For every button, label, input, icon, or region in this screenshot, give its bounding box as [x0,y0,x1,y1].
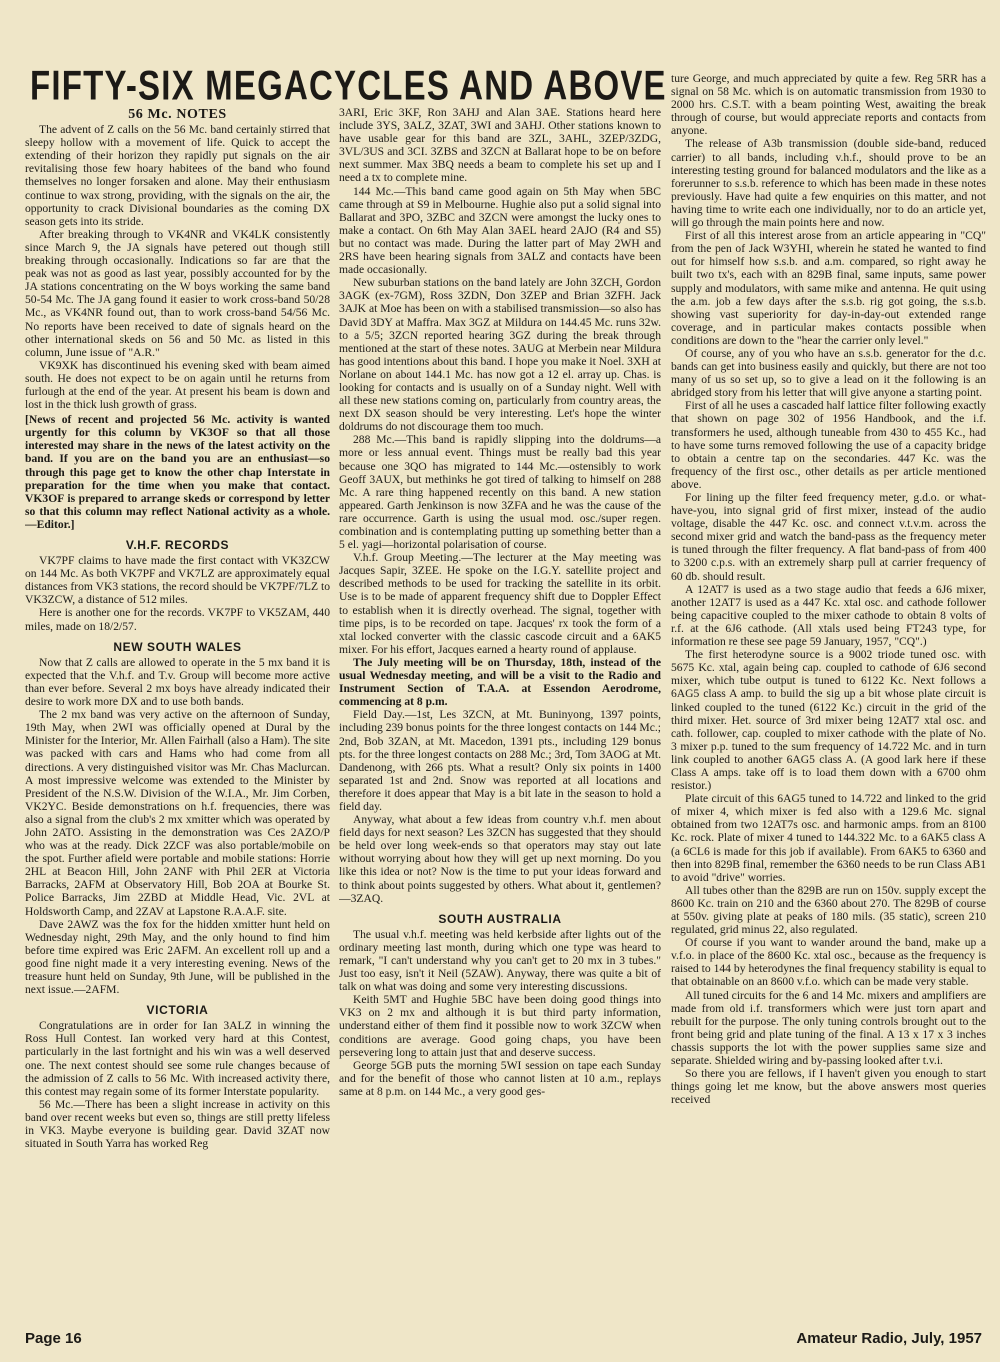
paragraph: 56 Mc.—There has been a slight increase in activity on this band over recent weeks but even so, things are still pretty lifeless in VK3. Maybe everyone is building gear. David 3ZAT now situated in South Yarra has worked Reg [25,1097,330,1151]
paragraph: All tubes other than the 829B are run on 150v. supply except the 8600 Kc. train on 210 and the 6360 about 270. The 829B of course at 550v. giving plate at peaks of 180 mils. (35 static), screen 210 regulated, grid minus 22, also regulated. [671,883,986,937]
paragraph: Field Day.—1st, Les 3ZCN, at Mt. Buninyong, 1397 points, including 239 bonus points for the three longest contacts on 144 Mc.; 2nd, Bob 3ZAN, at Mt. Macedon, 1391 pts., including 129 bonus pts. for the three longest contacts on 288 Mc.; 3rd, Tom 3AOG at Mt. Dandenong, with 266 pts. What a result? Only six points in 1400 separated 1st and 2nd. Snow was reported at all locations and therefore it does appear that May is a bit late in the season to hold a field day. [339,708,661,813]
paragraph: ture George, and much appreciated by quite a few. Reg 5RR has a signal on 58 Mc. which is on automatic transmission from 1930 to 2000 hrs. C.S.T. with a beam pointing West, awaiting the break through of course, but would appreciate reports and contacts from anyone. [671,72,986,138]
paragraph: So there you are fellows, if I haven't given you enough to start things going let me know, but the above answers most queries received [671,1067,986,1107]
paragraph: V.h.f. Group Meeting.—The lecturer at the May meeting was Jacques Sapir, 3ZEE. He spoke on the I.G.Y. satellite project and described methods to be used for tracking the satellite in its orbit. Use is to be made of apparent frequency shift due to Doppler Effect to establish when it is directly overhead. The signal, together with time pips, is to be recorded on tape. Jacques' rx took the form of a xtal locked converter with the classic cascode circuit and a 6AK5 mixer. For his effort, Jacques earned a hearty round of applause. [339,551,661,656]
column-2 [339,106,661,1320]
paragraph: Plate circuit of this 6AG5 tuned to 14.722 and linked to the grid of mixer 4, which mixer is fed also with a 129.6 Mc. signal obtained from two 12AT7s osc. and harmonic amps. from an 8100 Kc. rock. Plate of mixer 4 tuned to 144.322 Mc. to a 6AK5 class A (a 6CL6 is made for this job if available). From 6AK5 to 6360 and then into 829B final, remember the 6360 needs to be run Class AB1 to avoid "drive" worries. [671,792,986,884]
paragraph: Dave 2AWZ was the fox for the hidden xmitter hunt held on Wednesday night, 29th May, and the only hound to find him before time expired was Eric 2AFM. An excellent roll up and a good fine night made it a very interesting evening. News of the treasure hunt held on Sunday, 9th June, will be published in the next issue.—2AFM. [25,917,330,997]
column-1 [25,108,330,1322]
paragraph: The release of A3b transmission (double side-band, reduced carrier) to all bands, including v.h.f., should prove to be an interesting testing ground for balanced modulators and the like as a forerunner to s.s.b. reference to which has been made in these notes previously. Have had quite a few enquiries on this matter, and not having time to write each one individually, nor to do an article yet, will go through the main points here and now. [671,137,986,230]
page-number: Page 16 [25,1330,82,1347]
paragraph: All tuned circuits for the 6 and 14 Mc. mixers and amplifiers are made from old i.f. transformers which were just torn apart and rebuilt for the purpose. The only tuning controls brought out to the front being grid and plate tuning of the final. A 13 x 17 x 3 inches chassis supports the lot with the power supplies same size and separate. Shielded wiring and by-passing looked after t.v.i. [671,988,986,1068]
paragraph: For lining up the filter feed frequency meter, g.d.o. or what-have-you, into signal grid of first mixer, instead of the audio voltage, disable the 447 Kc. osc. and connect v.t.v.m. across the second mixer grid and watch the band-pass as the frequency meter is tuned through the filter frequency. A flat band-pass of from 400 to 3200 c.p.s. with an extremely sharp pull at carrier frequency of 60 db. should result. [671,491,986,583]
section-heading: V.H.F. RECORDS [125,538,230,552]
paragraph: VK9XK has discontinued his evening sked with beam aimed south. He does not expect to be on again until he returns from furlough at the end of the year. At present his beam is down and lost in the thick lush growth of grass. [25,358,330,412]
column-3 [671,72,986,1322]
paragraph: The first heterodyne source is a 9002 triode tuned osc. with 5675 Kc. xtal, again being cap. coupled to cathode of 6J6 second mixer, which tube output is tuned to 6122 Kc. Next follows a 6AG5 class A amp. to build the sig up a bit whose plate circuit is linked coupled to the tuned (6122 Kc.) circuit in the grid of the third mixer. Het. source of 3rd mixer being 12AT7 xtal osc. and cath. follower, cap. coupled to mixer cathode with the plate of No. 3 mixer p.p. tuned to the sum frequency of 14.722 Mc. and in turn link coupled to another 6AG5 class A. (A good lark here if these Class A amps. take off is to load them down with a 6700 ohm resistor.) [671,648,986,793]
paragraph: Now that Z calls are allowed to operate in the 5 mx band it is expected that the V.h.f. and T.v. Group will become more active than ever before. Several 2 mx boys have already indicated their desire to work more DX and to use both bands. [25,655,330,709]
section-heading: VICTORIA [146,1003,209,1018]
paragraph: First of all this interest arose from an article appearing in "CQ" from the pen of Jack W3YHI, wherein he stated he wanted to find out for himself how s.s.b. and a.m. compared, so right away he built two tx's, each with an 829B final, same inputs, same power supply and modulators, with same mike and antenna. He quit using the a.m. job a few days after the s.s.b. rig got going, the s.s.b. showing vast superiority for day-in-day-out extended range coverage, and in particular makes contacts possible when conditions are down to the "hear the carrier only level." [671,229,986,347]
paragraph: The July meeting will be on Thursday, 18th, instead of the usual Wednesday meeting, and will be a visit to the Radio and Instrument Section of T.A.A. at Essendon Aerodrome, commencing at 8 p.m. [339,655,661,709]
paragraph: The advent of Z calls on the 56 Mc. band certainly stirred that sleepy hollow with a movement of life. Quick to accept the extending of their horizon they rapidly put signals on the air revitalising those few hoary habitees of the band who found themselves no longer forsaken and alone. May their enthusiasm continue to wax strong, providing, with the signals on the air, the opportunity to crack Divisional boundaries as the coming DX season gets into its stride. [25,123,330,228]
paragraph: 144 Mc.—This band came good again on 5th May when 5BC came through at S9 in Melbourne. Hughie also put a solid signal into Ballarat and 3PO, 3ZBC and 3ZCN were amongst the lucky ones to make a contact. On 6th May Alan 3AEL heard 2AJO (R4 and S5) but no contact was made. During the latter part of May 2WH and 2RS have been hearing signals from 3ALZ and contacts have been made occasionally. [339,184,661,277]
paragraph: Of course if you want to wander around the band, make up a v.f.o. in place of the 8600 Kc. xtal osc., because as the frequency is raised to 144 by heterodynes the final frequency stability is equal to that obtainable on an 8600 v.f.o. which can be made very stable. [671,936,986,989]
section-heading: NEW SOUTH WALES [113,639,242,654]
section-heading: SOUTH AUSTRALIA [438,911,562,926]
paragraph: Keith 5MT and Hughie 5BC have been doing good things into VK3 on 2 mx and although it is but third party information, understand either of them find it possible now to work 3ZCW when conditions are average. Good going chaps, you have been persevering long to attain just that and deserve success. [339,993,661,1059]
section-heading: 56 Mc. NOTES [128,108,227,122]
paragraph: Congratulations are in order for Ian 3ALZ in winning the Ross Hull Contest. Ian worked very hard at this Contest, particularly in the last fortnight and his win was a well deserved one. The next contest should see some rule changes because of the admission of Z calls to 56 Mc. With increased activity there, this contest may regain some of its former Interstate popularity. [25,1019,330,1098]
paragraph: After breaking through to VK4NR and VK4LK consistently since March 9, the JA signals have petered out though still breaking through occasionally. Indications so far are that the peak was not as good as last year, possibly accounted for by the JA stations concentrating on the W boys working the same band 50-54 Mc. The JA gang found it easier to work cross-band 50/28 Mc., as VK4NR found out, than to work cross-band 54/56 Mc. No reports have been received to date of signals heard on the other international skeds on 56 and 50 Mc. as listed in this column, June issue of "A.R." [25,227,330,359]
paragraph: The usual v.h.f. meeting was held kerbside after lights out of the ordinary meeting last month, during which one type was heard to remark, "I can't understand why you can't get to 20 mx in 3 tubes." Just too easy, isn't it Neil (5ZAW). Anyway, there was quite a bit of talk on what was doing and some very interesting discussions. [339,927,661,994]
paragraph: The 2 mx band was very active on the afternoon of Sunday, 19th May, when 2WI was officially opened at Dural by the Minister for the Interior, Mr. Allen Fairhall (also a Ham). The site was packed with cars and Hams who had come from all directions. A very distinguished visitor was Mr. Chas Maclurcan. A most impressive welcome was extended to the Minister by President of the N.S.W. Division of the W.I.A., Mr. Jim Corben, VK2YC. Beside demonstrations on h.f. frequencies, there was also a signal from the club's 2 mx xmitter which was operated by John 2ATO. Assisting in the demonstration was Ces 2AZO/P who was at the ready. Dick 2ZCF was also portable/mobile on the spot. Further afield were portable and mobile stations: Horrie 2HL at Beacon Hill, John 2ANF with Phil 2ER at Victoria Barracks, 2AFM at Observatory Hill, Bob 2OA at Bourke St. Police Barracks, Jim 2ZBD at Middle Head, Vic. 2VL at Holdsworth Camp, and 2ZAV at Lapstone R.A.A.F. site. [25,708,330,918]
page-headline: FIFTY-SIX MEGACYCLES AND ABOVE [30,62,667,109]
paragraph: First of all he uses a cascaded half lattice filter following exactly that shown on page 302 of 1956 Handbook, and the i.f. transformers he used, although tuneable from 430 to 455 Kc., had to have some turns removed following the use of a capacity bridge to obtain a centre tap on the secondaries. 447 Kc. was the frequency of the first osc., other details as per article mentioned above. [671,399,986,491]
editor-note: [News of recent and projected 56 Mc. activity is wanted urgently for this column by VK3OF so that all those interested may share in the news of the latest activity on the band. If you are on the band you are an enthusiast—so through this page get to know the other chap Interstate in preparation for the time when you make that contact. VK3OF is prepared to arrange skeds or correspond by letter so that this column may reflect National activity as a whole.—Editor.] [25,413,330,531]
paragraph: Of course, any of you who have an s.s.b. generator for the d.c. bands can get into business easily and quickly, but there are not too many of us so set up, so to give a lead on it the following is an abridged story from his letter that will give anyone a starting point. [671,346,986,400]
paragraph: A 12AT7 is used as a two stage audio that feeds a 6J6 mixer, another 12AT7 is used as a 447 Kc. xtal osc. and cathode follower being capacitive coupled to the mixer cathode to obtain 8 volts of r.f. at the 6J6 cathode. (All xtals used being FT243 type, for information re these see page 59 January, 1957, "CQ".) [671,582,986,649]
paragraph: New suburban stations on the band lately are John 3ZCH, Gordon 3AGK (ex-7GM), Ross 3ZDN, Don 3ZEP and Brian 3ZFH. Jack 3AJK at Moe has been on with a stabilised transmission—so also has David 3DY at Maffra. Max 3GZ at Mildura on 144.45 Mc. runs 32w. to a 5/5; 3ZCN reported hearing 3GZ during the break through mentioned at the start of these notes. 3AUG at Merbein near Mildura has good intentions about this band. I hope you make it Noel. 3XH at Norlane on about 144.1 Mc. has now got a 12 el. array up. Chas. is looking for contacts and is usually on of a Sunday night. Well with all these new stations coming on, particularly from country areas, the next DX season should be very interesting. Let's hope the winter doldrums do not discourage them too much. [339,276,661,434]
paragraph: 288 Mc.—This band is rapidly slipping into the doldrums—a more or less annual event. Things must be really bad this year because one 3QO has migrated to 144 Mc.—ostensibly to work Geoff 3AUX, but methinks he got tired of talking to himself on 288 Mc. A rare thing happened recently on this band. A new station appeared. Garth Jenkinson is now 3ZFA and he was the cause of the rare occurrence. Garth is using the usual mod. osc./super regen. combination and is contemplating putting up something better than a 5 el. yagi—horizontal polarisation of course. [339,433,661,552]
paragraph: 3ARI, Eric 3KF, Ron 3AHJ and Alan 3AE. Stations heard here include 3YS, 3ALZ, 3ZAT, 3WI and 3AHJ. Other stations known to have usable gear for this band are 3ZL, 3AHL, 3ZEP/3ZDG, 3VL/3US and 3CI. 3ZBS and 3ZCN at Ballarat hope to be on before next summer. Max 3BQ needs a beam to complete his set up and I need a tx to complete mine. [339,106,661,185]
publication-info: Amateur Radio, July, 1957 [796,1330,982,1347]
paragraph: Here is another one for the records. VK7PF to VK5ZAM, 440 miles, made on 18/2/57. [25,606,330,633]
paragraph: George 5GB puts the morning 5WI session on tape each Sunday and for the benefit of those who cannot listen at 10 a.m., replays same at 8 p.m. on 144 Mc., a very good ges- [339,1058,661,1098]
paragraph: VK7PF claims to have made the first contact with VK3ZCW on 144 Mc. As both VK7PF and VK7LZ are approximately equal distances from VK3 stations, the record should be VK7PF/7LZ to VK3ZCW, a distance of 512 miles. [25,554,330,607]
paragraph: Anyway, what about a few ideas from country v.h.f. men about field days for next season? Les 3ZCN has suggested that they should be held over long week-ends so that operators may stay out late without worrying about how they will get up next morning. Do you like this idea or not? Now is the time to put your ideas forward and to think about points suggested by others. What about it, gentlemen?—3ZAQ. [339,813,661,905]
